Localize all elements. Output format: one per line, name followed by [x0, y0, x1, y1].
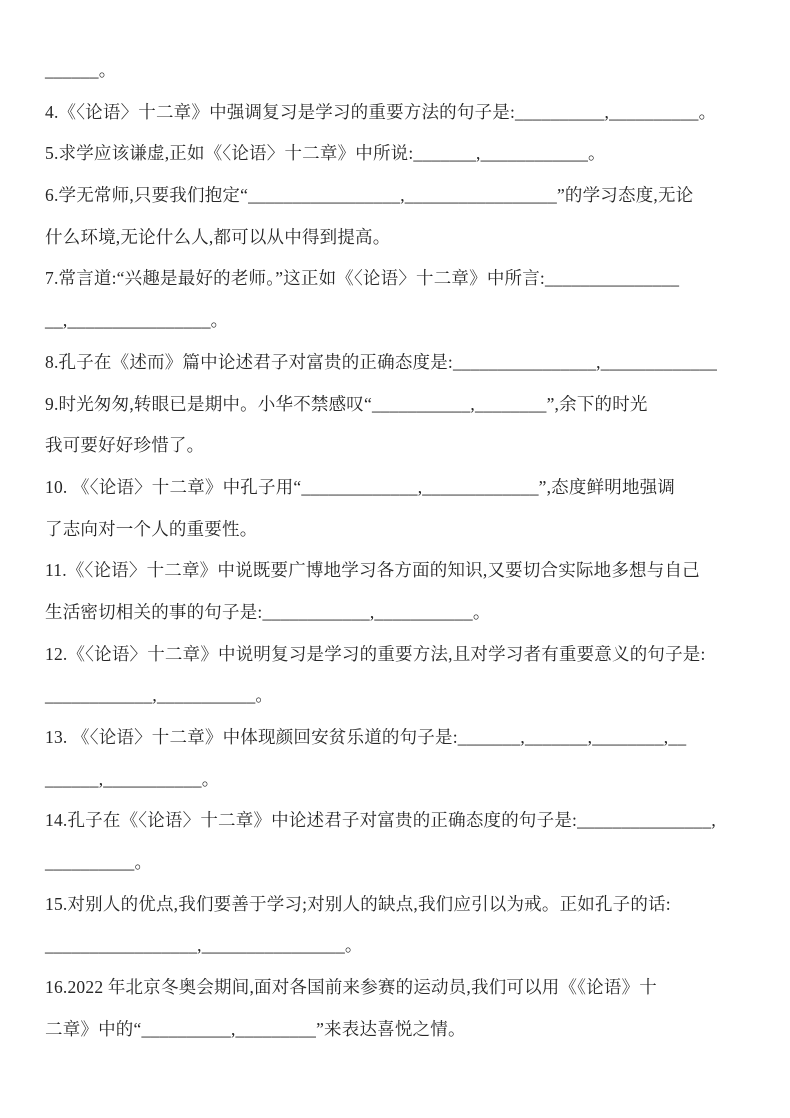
document-line: 4.《〈论语〉十二章》中强调复习是学习的重要方法的句子是:__________,__________。 [45, 101, 717, 122]
document-line: 12.《〈论语〉十二章》中说明复习是学习的重要方法,且对学习者有重要意义的句子是: [45, 643, 706, 664]
document-line: 什么环境,无论什么人,都可以从中得到提高。 [45, 226, 391, 247]
document-line: 生活密切相关的事的句子是:____________,___________。 [45, 601, 491, 622]
document-body [45, 50, 750, 1051]
document-line: 9.时光匆匆,转眼已是期中。小华不禁感叹“___________,________”,余下的时光 [45, 393, 648, 414]
document-line: 8.孔子在《述而》篇中论述君子对富贵的正确态度是:________________,_____________ [45, 351, 718, 372]
document-line: ______。 [45, 60, 117, 80]
document-line: 6.学无常师,只要我们抱定“_________________,_________________”的学习态度,无论 [45, 185, 694, 206]
document-line: 13. 《〈论语〉十二章》中体现颜回安贫乐道的句子是:_______,_______,________,__ [45, 727, 687, 747]
document-line: 我可要好好珍惜了。 [45, 435, 205, 456]
document-line: 二章》中的“__________,_________”来表达喜悦之情。 [45, 1018, 466, 1039]
document-line: __________。 [45, 852, 153, 873]
document-line: 5.求学应该谦虚,正如《〈论语〉十二章》中所说:_______,____________。 [45, 143, 606, 164]
document-line: 10. 《〈论语〉十二章》中孔子用“_____________,_____________”,态度鲜明地强调 [45, 476, 676, 497]
document-line: ____________,___________。 [45, 685, 274, 706]
document-line: _________________,________________。 [45, 935, 363, 956]
document-line: 14.孔子在《〈论语〉十二章》中论述君子对富贵的正确态度的句子是:_______________, [45, 810, 716, 831]
document-line: ______,___________。 [45, 768, 220, 789]
document-line: 7.常言道:“兴趣是最好的老师。”这正如《〈论语〉十二章》中所言:_______________ [45, 268, 680, 289]
document-line: __,________________。 [45, 310, 229, 331]
document-line: 15.对别人的优点,我们要善于学习;对别人的缺点,我们应引以为戒。正如孔子的话: [45, 893, 671, 914]
document-line: 16.2022 年北京冬奥会期间,面对各国前来参赛的运动员,我们可以用《《论语》十 [45, 977, 657, 998]
document-line: 11.《〈论语〉十二章》中说既要广博地学习各方面的知识,又要切合实际地多想与自己 [45, 560, 700, 581]
document-line: 了志向对一个人的重要性。 [45, 518, 258, 539]
